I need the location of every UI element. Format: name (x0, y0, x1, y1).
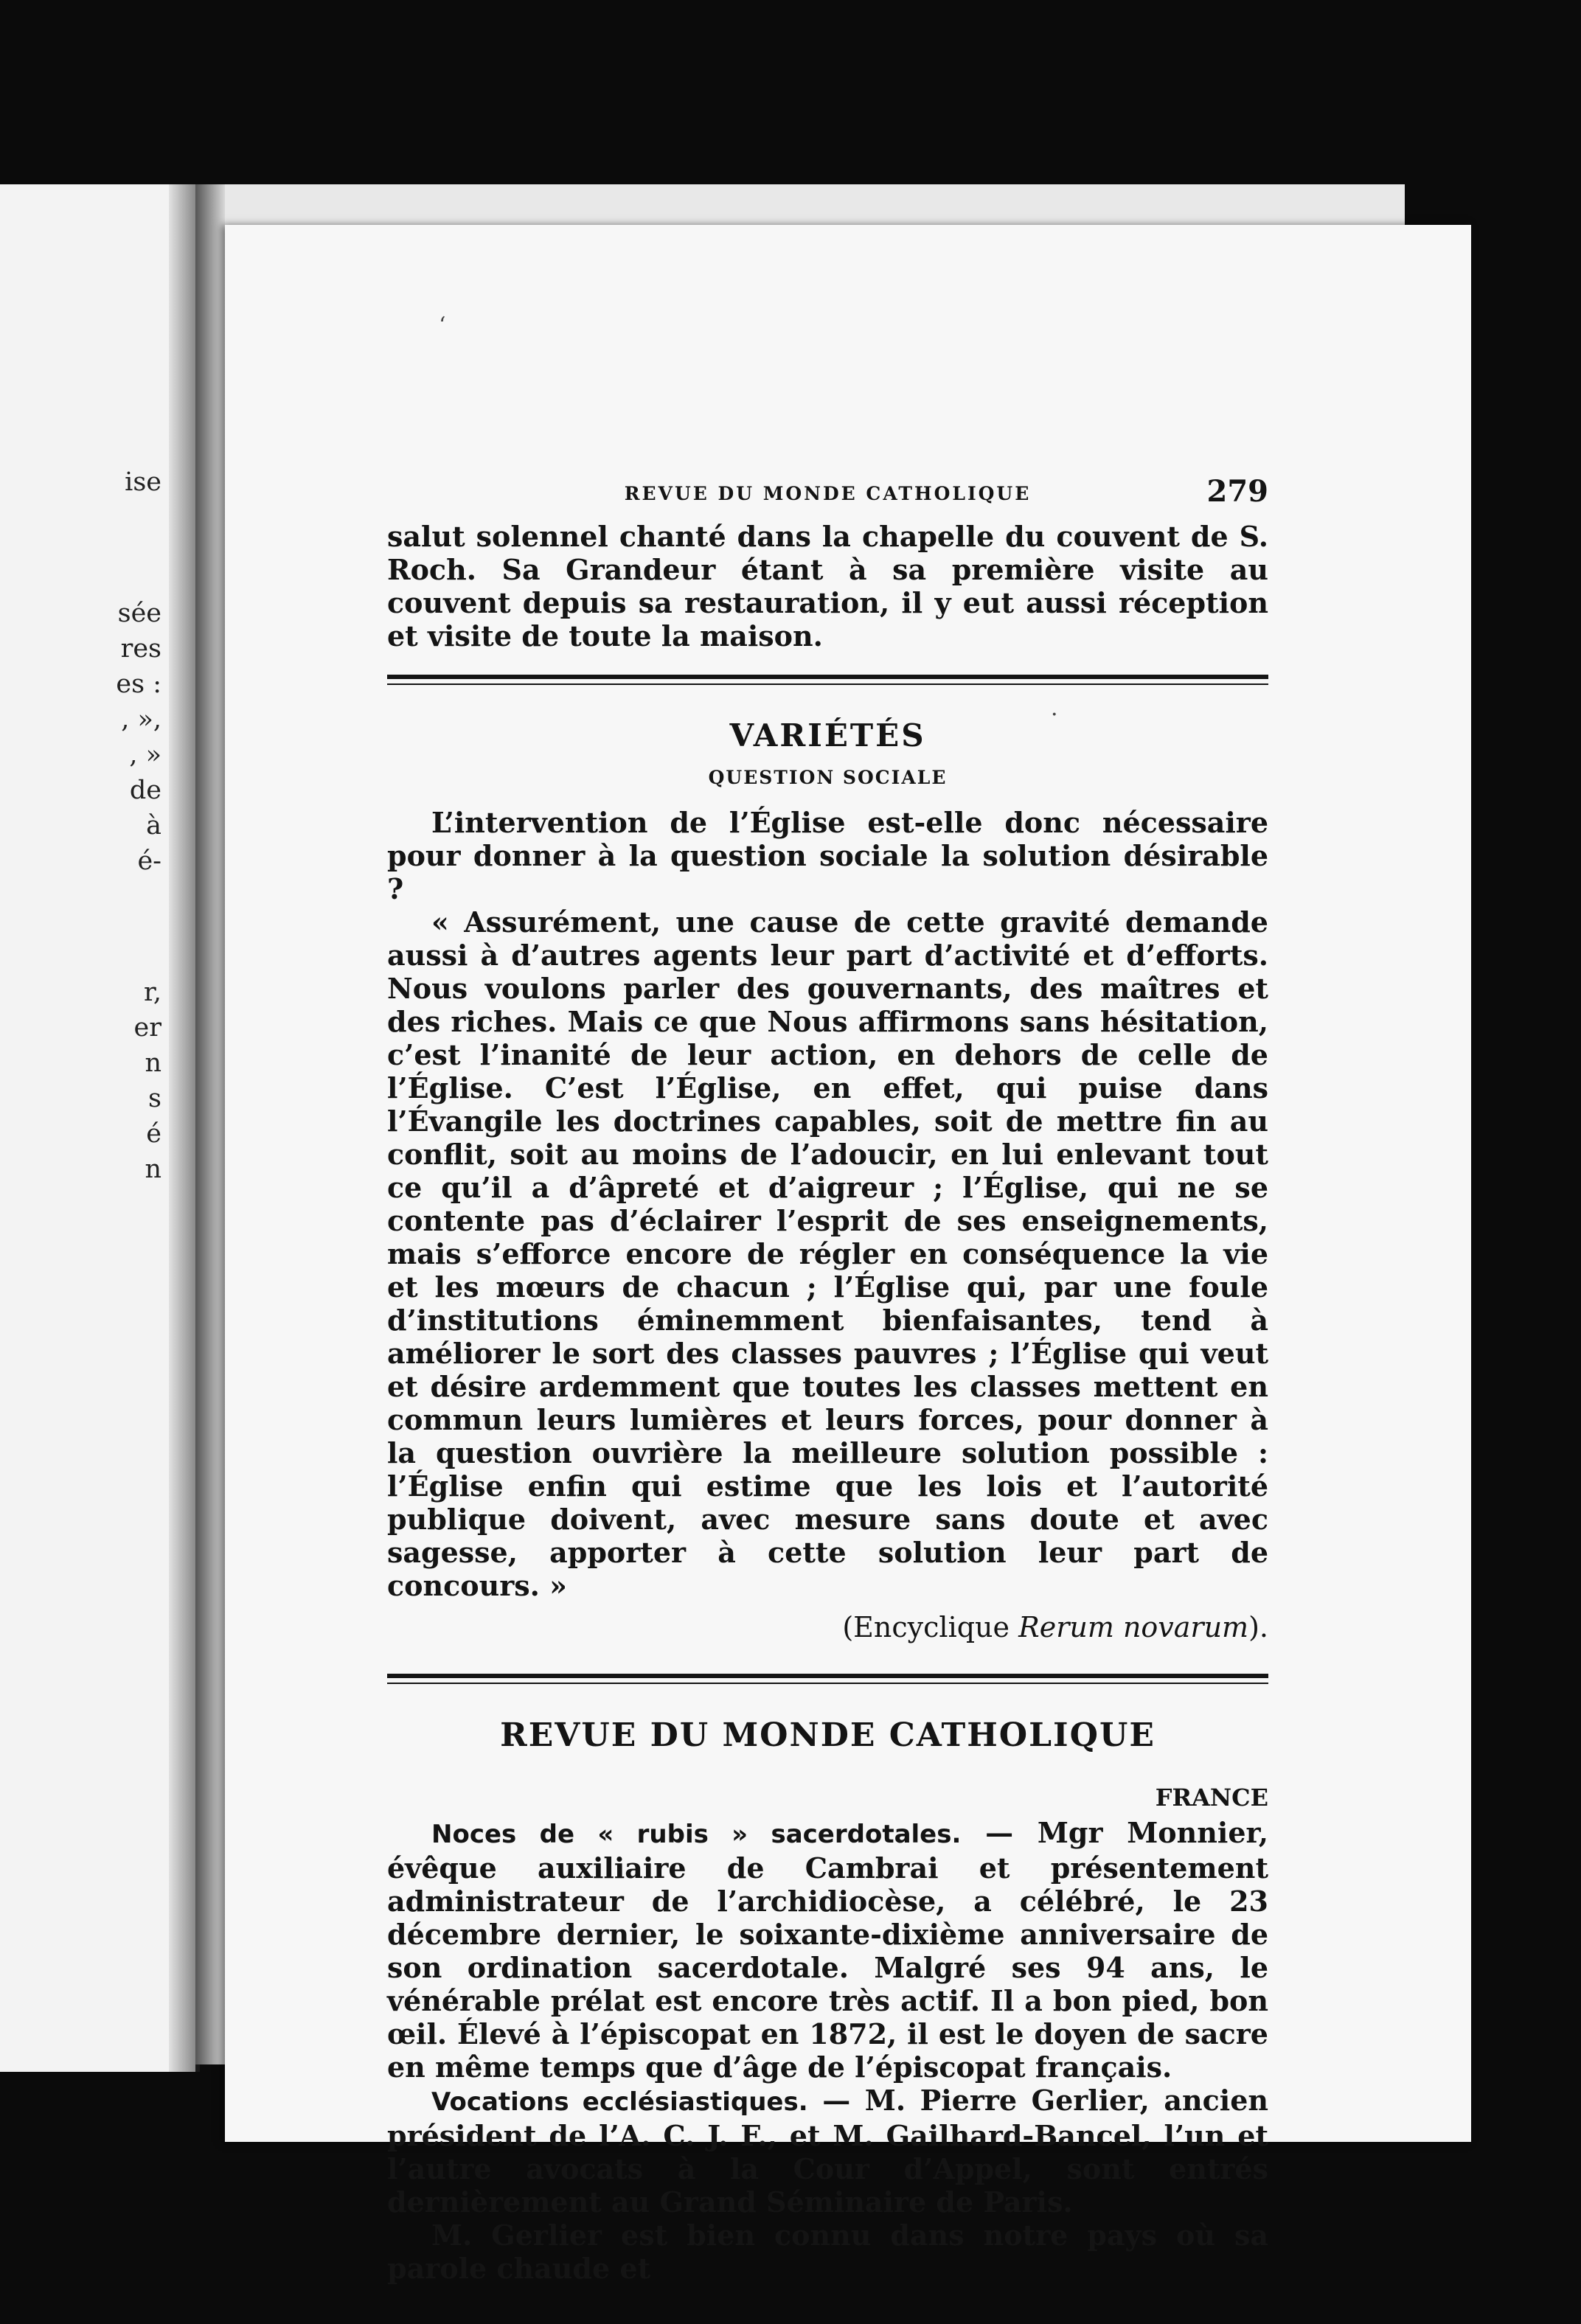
running-title: REVUE DU MONDE CATHOLIQUE (624, 483, 1032, 504)
opening-paragraph: salut solennel chanté dans la chapelle du couvent de S. Roch. Sa Grandeur étant à sa première visite au couvent depuis sa restauration, il y eut aussi réception et visite de toute la maison. (387, 520, 1268, 653)
encyclical-citation (387, 1611, 1268, 1644)
left-fragment: , » (129, 740, 161, 770)
left-page-gutter-shadow (169, 184, 195, 2072)
divider-thin-rule (387, 1683, 1268, 1684)
news-item-text: — Mgr Monnier, évêque auxiliaire de Cambrai et présentement administrateur de l’archidiocèse, a célébré, le 23 décembre dernier, le soixante-dixième anniversaire de son ordination sacerdotale. Malgré ses 94 ans, le vénérable prélat est encore très actif. Il a bon pied, bon œil. Élevé à l’épiscopat en 1872, il est le doyen de sacre en même temps que d’âge de l’épiscopat français. (387, 1816, 1268, 2084)
divider-thick-rule (387, 675, 1268, 679)
section-divider (387, 675, 1268, 685)
varietes-subtitle: QUESTION SOCIALE (708, 767, 948, 788)
left-fragment: n (145, 1155, 161, 1184)
varietes-question: L’intervention de l’Église est-elle donc nécessaire pour donner à la question sociale la solution désirable ? (387, 806, 1268, 905)
running-head (387, 468, 1268, 520)
news-item-vocations (387, 2084, 1268, 2219)
left-fragment: sée (117, 599, 161, 628)
news-item-noces (387, 1816, 1268, 2084)
left-page (0, 184, 200, 2072)
left-fragment: n (145, 1048, 161, 1078)
ink-speck: ʻ (439, 313, 446, 338)
country-heading: FRANCE (1155, 1784, 1268, 1812)
left-page-text-fragments (116, 465, 161, 1187)
divider-thick-rule (387, 1674, 1268, 1678)
back-sheet-edge-shadow (195, 184, 225, 2064)
left-fragment: s (148, 1084, 161, 1113)
document-page (225, 225, 1471, 2285)
citation-suffix: ). (1248, 1611, 1268, 1643)
citation-prefix: (Encyclique (842, 1611, 1019, 1643)
citation-title: Rerum novarum (1018, 1611, 1249, 1643)
news-item-text: — M. Pierre Gerlier, ancien président de l’A. C. J. F., et M. Gailhard-Bancel, l’un et l’autre avocats à la Cour d’Appel, sont entrés dernièrement au Grand Séminaire de Paris. (387, 2084, 1268, 2219)
news-item-gerlier: M. Gerlier est bien connu dans notre pays où sa parole chaude et (387, 2219, 1268, 2285)
left-fragment: é (146, 1119, 161, 1149)
ink-speck: · (1051, 702, 1058, 728)
left-fragment: , », (121, 705, 161, 734)
left-fragment: é- (137, 846, 161, 876)
left-fragment: ise (125, 467, 161, 497)
varietes-title: VARIÉTÉS (729, 717, 926, 754)
page-number: 279 (1206, 474, 1268, 509)
left-fragment: er (133, 1013, 161, 1043)
left-fragment: es : (116, 669, 161, 699)
revue-section-title: REVUE DU MONDE CATHOLIQUE (500, 1716, 1156, 1754)
left-fragment: r, (143, 978, 161, 1007)
divider-thin-rule (387, 683, 1268, 685)
left-fragment: à (146, 811, 161, 841)
varietes-quote: « Assurément, une cause de cette gravité demande aussi à d’autres agents leur part d’activité et d’efforts. Nous voulons parler des gouvernants, des maîtres et des riches. Mais ce que Nous affirmons sans hésitation, c’est l’inanité de leur action, en dehors de celle de l’Église. C’est l’Église, en effet, qui puise dans l’Évangile les doctrines capables, soit de mettre fin au conflit, soit au moins de l’adoucir, en lui enlevant tout ce qu’il a d’âpreté et d’aigreur ; l’Église, qui ne se contente pas d’éclairer l’esprit de ses enseignements, mais s’efforce encore de régler en conséquence la vie et les mœurs de chacun ; l’Église qui, par une foule d’institutions éminemment bienfaisantes, tend à améliorer le sort des classes pauvres ; l’Église qui veut et désire ardemment que toutes les classes mettent en commun leurs lumières et leurs forces, pour donner à la question ouvrière la meilleure solution possible : l’Église enfin qui estime que les lois et l’autorité publique doivent, avec mesure sans doute et avec sagesse, apporter à cette solution leur part de concours. » (387, 905, 1268, 1602)
left-fragment: de (129, 776, 161, 805)
news-item-heading: Noces de « rubis » sacerdotales. (431, 1820, 962, 1849)
section-divider (387, 1674, 1268, 1684)
page-content (387, 468, 1268, 2285)
news-item-heading: Vocations ecclésiastiques. (431, 2087, 808, 2117)
left-fragment: res (120, 634, 161, 664)
